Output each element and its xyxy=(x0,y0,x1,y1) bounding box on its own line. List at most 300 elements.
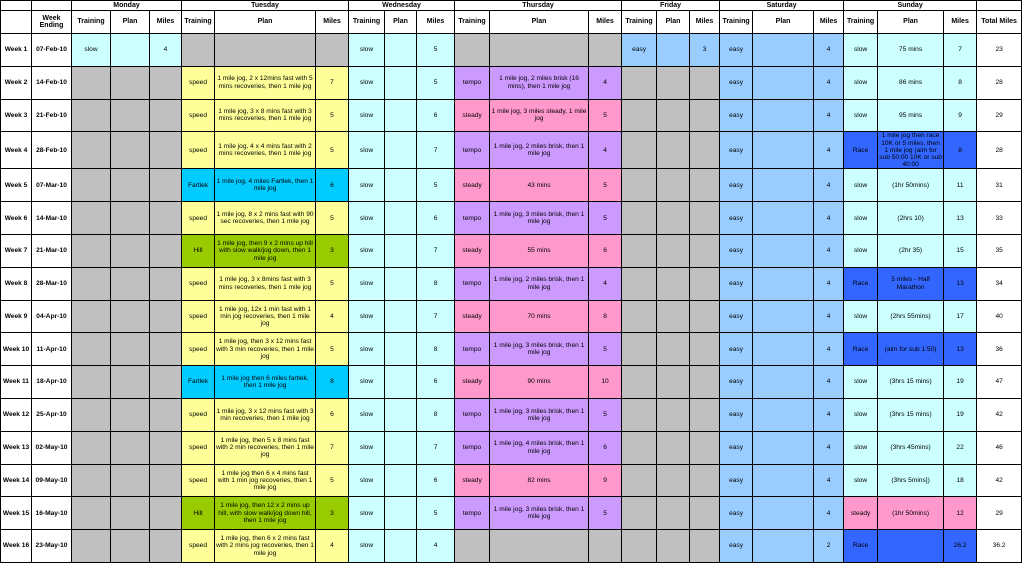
thursday-miles-cell[interactable]: 10 xyxy=(589,366,622,399)
sunday-miles-cell[interactable]: 15 xyxy=(944,235,977,268)
saturday-miles-cell[interactable]: 4 xyxy=(814,34,844,67)
monday-plan-cell[interactable] xyxy=(111,464,150,497)
wednesday-miles-cell[interactable]: 7 xyxy=(417,431,455,464)
saturday-miles-cell[interactable]: 4 xyxy=(814,169,844,202)
sunday-training-cell[interactable]: slow xyxy=(844,398,878,431)
thursday-plan-cell[interactable]: 70 mins xyxy=(490,300,589,333)
sunday-plan-cell[interactable]: (2hrs 10) xyxy=(878,202,944,235)
sunday-miles-cell[interactable]: 13 xyxy=(944,267,977,300)
tuesday-miles-cell[interactable]: 5 xyxy=(316,202,349,235)
wednesday-plan-cell[interactable] xyxy=(385,235,417,268)
friday-miles-cell[interactable]: 3 xyxy=(690,34,720,67)
tuesday-plan-cell[interactable]: 1 mile jog then 6 miles fartlek, then 1 mile jog xyxy=(215,366,316,399)
tuesday-miles-cell[interactable]: 3 xyxy=(316,497,349,530)
monday-miles-cell[interactable] xyxy=(150,530,182,563)
sunday-training-cell[interactable]: slow xyxy=(844,366,878,399)
saturday-training-cell[interactable]: easy xyxy=(720,530,753,563)
monday-plan-cell[interactable] xyxy=(111,530,150,563)
friday-plan-cell[interactable] xyxy=(657,66,690,99)
sunday-miles-cell[interactable]: 17 xyxy=(944,300,977,333)
wednesday-plan-cell[interactable] xyxy=(385,366,417,399)
thursday-training-cell[interactable]: tempo xyxy=(455,132,490,169)
saturday-plan-cell[interactable] xyxy=(753,366,814,399)
thursday-training-cell[interactable]: steady xyxy=(455,169,490,202)
tuesday-plan-cell[interactable]: 1 mile jog, 8 x 2 mins fast with 90 sec recoveries, then 1 mile jog xyxy=(215,202,316,235)
friday-plan-cell[interactable] xyxy=(657,169,690,202)
tuesday-miles-cell[interactable] xyxy=(316,34,349,67)
friday-training-cell[interactable] xyxy=(622,398,657,431)
monday-training-cell[interactable] xyxy=(72,366,111,399)
friday-plan-cell[interactable] xyxy=(657,99,690,132)
monday-plan-cell[interactable] xyxy=(111,132,150,169)
tuesday-plan-cell[interactable]: 1 mile jog, 12x 1 min fast with 1 min jog recoveries, then 1 mile jog xyxy=(215,300,316,333)
monday-miles-cell[interactable] xyxy=(150,169,182,202)
monday-miles-cell[interactable] xyxy=(150,333,182,366)
saturday-plan-cell[interactable] xyxy=(753,431,814,464)
friday-miles-cell[interactable] xyxy=(690,333,720,366)
wednesday-training-cell[interactable]: slow xyxy=(349,267,385,300)
wednesday-training-cell[interactable]: slow xyxy=(349,235,385,268)
wednesday-miles-cell[interactable]: 7 xyxy=(417,300,455,333)
saturday-miles-cell[interactable]: 4 xyxy=(814,431,844,464)
friday-plan-cell[interactable] xyxy=(657,464,690,497)
saturday-miles-cell[interactable]: 4 xyxy=(814,202,844,235)
sunday-miles-cell[interactable]: 7 xyxy=(944,34,977,67)
saturday-miles-cell[interactable]: 2 xyxy=(814,530,844,563)
tuesday-miles-cell[interactable]: 7 xyxy=(316,66,349,99)
sunday-plan-cell[interactable]: 95 mins xyxy=(878,99,944,132)
tuesday-training-cell[interactable] xyxy=(182,34,215,67)
wednesday-training-cell[interactable]: slow xyxy=(349,431,385,464)
thursday-miles-cell[interactable]: 4 xyxy=(589,132,622,169)
thursday-training-cell[interactable]: tempo xyxy=(455,333,490,366)
thursday-miles-cell[interactable]: 5 xyxy=(589,398,622,431)
tuesday-plan-cell[interactable]: 1 mile jog, 3 x 8mins fast with 3 mins recoveries, then 1 mile jog xyxy=(215,267,316,300)
friday-training-cell[interactable] xyxy=(622,300,657,333)
thursday-plan-cell[interactable]: 82 mins xyxy=(490,464,589,497)
wednesday-training-cell[interactable]: slow xyxy=(349,66,385,99)
monday-miles-cell[interactable] xyxy=(150,202,182,235)
saturday-training-cell[interactable]: easy xyxy=(720,267,753,300)
saturday-plan-cell[interactable] xyxy=(753,497,814,530)
saturday-plan-cell[interactable] xyxy=(753,235,814,268)
friday-miles-cell[interactable] xyxy=(690,202,720,235)
thursday-training-cell[interactable]: steady xyxy=(455,366,490,399)
sunday-plan-cell[interactable]: 5 miles - Half Marathon xyxy=(878,267,944,300)
monday-miles-cell[interactable] xyxy=(150,300,182,333)
friday-training-cell[interactable] xyxy=(622,202,657,235)
sunday-training-cell[interactable]: Race xyxy=(844,267,878,300)
tuesday-plan-cell[interactable]: 1 mile jog then 6 x 4 mins fast with 1 min jog recoveries, then 1 mile jog xyxy=(215,464,316,497)
sunday-plan-cell[interactable]: 75 mins xyxy=(878,34,944,67)
tuesday-plan-cell[interactable]: 1 mile jog, then 5 x 8 mins fast with 2 min recoveries, then 1 mile jog xyxy=(215,431,316,464)
friday-training-cell[interactable] xyxy=(622,132,657,169)
wednesday-training-cell[interactable]: slow xyxy=(349,169,385,202)
monday-training-cell[interactable] xyxy=(72,333,111,366)
tuesday-plan-cell[interactable]: 1 mile jog, 2 x 12mins fast with 5 mins recoveries, then 1 mile jog xyxy=(215,66,316,99)
tuesday-plan-cell[interactable]: 1 mile jog, 4 miles Fartlek, then 1 mile jog xyxy=(215,169,316,202)
saturday-training-cell[interactable]: easy xyxy=(720,300,753,333)
friday-plan-cell[interactable] xyxy=(657,366,690,399)
sunday-plan-cell[interactable]: (aim for sub 1:50) xyxy=(878,333,944,366)
wednesday-training-cell[interactable]: slow xyxy=(349,300,385,333)
friday-plan-cell[interactable] xyxy=(657,497,690,530)
saturday-plan-cell[interactable] xyxy=(753,169,814,202)
sunday-training-cell[interactable]: slow xyxy=(844,169,878,202)
thursday-training-cell[interactable]: steady xyxy=(455,464,490,497)
thursday-training-cell[interactable] xyxy=(455,34,490,67)
friday-miles-cell[interactable] xyxy=(690,497,720,530)
friday-miles-cell[interactable] xyxy=(690,235,720,268)
monday-plan-cell[interactable] xyxy=(111,169,150,202)
wednesday-training-cell[interactable]: slow xyxy=(349,202,385,235)
thursday-plan-cell[interactable]: 55 mins xyxy=(490,235,589,268)
wednesday-miles-cell[interactable]: 5 xyxy=(417,497,455,530)
thursday-miles-cell[interactable]: 4 xyxy=(589,267,622,300)
saturday-plan-cell[interactable] xyxy=(753,66,814,99)
wednesday-miles-cell[interactable]: 6 xyxy=(417,366,455,399)
saturday-training-cell[interactable]: easy xyxy=(720,34,753,67)
wednesday-training-cell[interactable]: slow xyxy=(349,497,385,530)
wednesday-training-cell[interactable]: slow xyxy=(349,398,385,431)
sunday-training-cell[interactable]: Race xyxy=(844,333,878,366)
monday-miles-cell[interactable] xyxy=(150,398,182,431)
sunday-plan-cell[interactable] xyxy=(878,530,944,563)
monday-training-cell[interactable] xyxy=(72,497,111,530)
sunday-miles-cell[interactable]: 22 xyxy=(944,431,977,464)
thursday-training-cell[interactable]: tempo xyxy=(455,66,490,99)
friday-miles-cell[interactable] xyxy=(690,366,720,399)
thursday-training-cell[interactable] xyxy=(455,530,490,563)
tuesday-training-cell[interactable]: speed xyxy=(182,99,215,132)
thursday-miles-cell[interactable]: 5 xyxy=(589,99,622,132)
monday-miles-cell[interactable] xyxy=(150,431,182,464)
friday-training-cell[interactable] xyxy=(622,366,657,399)
saturday-training-cell[interactable]: easy xyxy=(720,464,753,497)
saturday-training-cell[interactable]: easy xyxy=(720,431,753,464)
monday-miles-cell[interactable] xyxy=(150,366,182,399)
thursday-plan-cell[interactable]: 1 mile jog, 3 miles brisk, then 1 mile jog xyxy=(490,497,589,530)
monday-miles-cell[interactable] xyxy=(150,464,182,497)
thursday-miles-cell[interactable]: 9 xyxy=(589,464,622,497)
wednesday-training-cell[interactable]: slow xyxy=(349,99,385,132)
saturday-training-cell[interactable]: easy xyxy=(720,235,753,268)
thursday-plan-cell[interactable]: 1 mile jog, 3 miles brisk, then 1 mile jog xyxy=(490,202,589,235)
friday-plan-cell[interactable] xyxy=(657,300,690,333)
monday-miles-cell[interactable] xyxy=(150,66,182,99)
saturday-miles-cell[interactable]: 4 xyxy=(814,267,844,300)
monday-miles-cell[interactable] xyxy=(150,235,182,268)
saturday-training-cell[interactable]: easy xyxy=(720,202,753,235)
friday-miles-cell[interactable] xyxy=(690,398,720,431)
monday-plan-cell[interactable] xyxy=(111,300,150,333)
sunday-plan-cell[interactable]: (1hr 50mins) xyxy=(878,497,944,530)
tuesday-plan-cell[interactable]: 1 mile jog, 4 x 4 mins fast with 2 mins recoveries, then 1 mile jog xyxy=(215,132,316,169)
thursday-training-cell[interactable]: tempo xyxy=(455,431,490,464)
wednesday-plan-cell[interactable] xyxy=(385,398,417,431)
saturday-training-cell[interactable]: easy xyxy=(720,169,753,202)
tuesday-miles-cell[interactable]: 8 xyxy=(316,366,349,399)
monday-plan-cell[interactable] xyxy=(111,235,150,268)
friday-miles-cell[interactable] xyxy=(690,530,720,563)
monday-training-cell[interactable] xyxy=(72,99,111,132)
saturday-miles-cell[interactable]: 4 xyxy=(814,464,844,497)
wednesday-miles-cell[interactable]: 8 xyxy=(417,398,455,431)
monday-training-cell[interactable] xyxy=(72,202,111,235)
saturday-plan-cell[interactable] xyxy=(753,34,814,67)
wednesday-miles-cell[interactable]: 5 xyxy=(417,34,455,67)
friday-miles-cell[interactable] xyxy=(690,267,720,300)
wednesday-miles-cell[interactable]: 7 xyxy=(417,132,455,169)
thursday-plan-cell[interactable]: 1 mile jog, 3 miles brisk, then 1 mile jog xyxy=(490,333,589,366)
friday-training-cell[interactable]: easy xyxy=(622,34,657,67)
tuesday-training-cell[interactable]: Hill xyxy=(182,497,215,530)
tuesday-plan-cell[interactable] xyxy=(215,34,316,67)
friday-training-cell[interactable] xyxy=(622,99,657,132)
wednesday-training-cell[interactable]: slow xyxy=(349,464,385,497)
friday-miles-cell[interactable] xyxy=(690,431,720,464)
tuesday-training-cell[interactable]: speed xyxy=(182,464,215,497)
monday-training-cell[interactable] xyxy=(72,464,111,497)
wednesday-plan-cell[interactable] xyxy=(385,132,417,169)
sunday-miles-cell[interactable]: 8 xyxy=(944,132,977,169)
tuesday-training-cell[interactable]: speed xyxy=(182,267,215,300)
friday-miles-cell[interactable] xyxy=(690,300,720,333)
wednesday-plan-cell[interactable] xyxy=(385,34,417,67)
tuesday-training-cell[interactable]: Fartlek xyxy=(182,169,215,202)
monday-miles-cell[interactable] xyxy=(150,497,182,530)
monday-plan-cell[interactable] xyxy=(111,267,150,300)
sunday-miles-cell[interactable]: 11 xyxy=(944,169,977,202)
saturday-plan-cell[interactable] xyxy=(753,132,814,169)
monday-miles-cell[interactable]: 4 xyxy=(150,34,182,67)
friday-plan-cell[interactable] xyxy=(657,235,690,268)
saturday-miles-cell[interactable]: 4 xyxy=(814,333,844,366)
saturday-miles-cell[interactable]: 4 xyxy=(814,132,844,169)
thursday-miles-cell[interactable]: 5 xyxy=(589,169,622,202)
wednesday-plan-cell[interactable] xyxy=(385,530,417,563)
monday-training-cell[interactable] xyxy=(72,132,111,169)
tuesday-training-cell[interactable]: speed xyxy=(182,202,215,235)
wednesday-miles-cell[interactable]: 7 xyxy=(417,235,455,268)
thursday-training-cell[interactable]: tempo xyxy=(455,398,490,431)
sunday-training-cell[interactable]: slow xyxy=(844,235,878,268)
thursday-plan-cell[interactable] xyxy=(490,34,589,67)
saturday-training-cell[interactable]: easy xyxy=(720,333,753,366)
wednesday-miles-cell[interactable]: 4 xyxy=(417,530,455,563)
tuesday-training-cell[interactable]: speed xyxy=(182,132,215,169)
thursday-plan-cell[interactable] xyxy=(490,530,589,563)
saturday-plan-cell[interactable] xyxy=(753,464,814,497)
sunday-plan-cell[interactable]: 1 mile jog then race 10K or 5 miles, then 1 mile jog (aim for sub 50:00 10K or sub 40:00 xyxy=(879,132,942,169)
thursday-plan-cell[interactable]: 1 mile jog, 2 miles brisk, then 1 mile jog xyxy=(490,267,589,300)
thursday-plan-cell[interactable]: 1 mile jog, 3 miles steady, 1 mile jog xyxy=(490,99,589,132)
saturday-plan-cell[interactable] xyxy=(753,300,814,333)
sunday-training-cell[interactable]: slow xyxy=(844,202,878,235)
thursday-training-cell[interactable]: tempo xyxy=(455,202,490,235)
tuesday-miles-cell[interactable]: 5 xyxy=(316,464,349,497)
tuesday-plan-cell[interactable]: 1 mile jog, then 3 x 12 mins fast with 3 min recoveries, then 1 mile jog xyxy=(215,333,316,366)
wednesday-plan-cell[interactable] xyxy=(385,333,417,366)
monday-plan-cell[interactable] xyxy=(111,333,150,366)
monday-plan-cell[interactable] xyxy=(111,34,150,67)
monday-plan-cell[interactable] xyxy=(111,497,150,530)
saturday-miles-cell[interactable]: 4 xyxy=(814,235,844,268)
saturday-miles-cell[interactable]: 4 xyxy=(814,398,844,431)
thursday-plan-cell[interactable]: 1 mile jog, 3 miles brisk, then 1 mile jog xyxy=(490,398,589,431)
thursday-plan-cell[interactable]: 43 mins xyxy=(490,169,589,202)
sunday-training-cell[interactable]: Race xyxy=(844,530,878,563)
monday-training-cell[interactable] xyxy=(72,300,111,333)
wednesday-miles-cell[interactable]: 5 xyxy=(417,66,455,99)
sunday-plan-cell[interactable]: (2hr 35) xyxy=(878,235,944,268)
friday-miles-cell[interactable] xyxy=(690,66,720,99)
thursday-miles-cell[interactable]: 5 xyxy=(589,202,622,235)
sunday-training-cell[interactable]: slow xyxy=(844,431,878,464)
monday-miles-cell[interactable] xyxy=(150,267,182,300)
monday-plan-cell[interactable] xyxy=(111,398,150,431)
tuesday-miles-cell[interactable]: 6 xyxy=(316,169,349,202)
sunday-miles-cell[interactable]: 13 xyxy=(944,333,977,366)
monday-training-cell[interactable] xyxy=(72,235,111,268)
wednesday-miles-cell[interactable]: 8 xyxy=(417,333,455,366)
monday-training-cell[interactable] xyxy=(72,267,111,300)
wednesday-miles-cell[interactable]: 6 xyxy=(417,99,455,132)
thursday-miles-cell[interactable]: 5 xyxy=(589,497,622,530)
friday-training-cell[interactable] xyxy=(622,66,657,99)
thursday-training-cell[interactable]: tempo xyxy=(455,267,490,300)
tuesday-miles-cell[interactable]: 6 xyxy=(316,398,349,431)
wednesday-plan-cell[interactable] xyxy=(385,169,417,202)
wednesday-plan-cell[interactable] xyxy=(385,431,417,464)
sunday-training-cell[interactable]: slow xyxy=(844,464,878,497)
tuesday-miles-cell[interactable]: 5 xyxy=(316,99,349,132)
monday-training-cell[interactable] xyxy=(72,169,111,202)
tuesday-plan-cell[interactable]: 1 mile jog, then 9 x 2 mins up hill with slow walk/jog down, then 1 mile jog xyxy=(215,235,316,268)
friday-training-cell[interactable] xyxy=(622,530,657,563)
thursday-miles-cell[interactable] xyxy=(589,530,622,563)
wednesday-plan-cell[interactable] xyxy=(385,267,417,300)
friday-training-cell[interactable] xyxy=(622,333,657,366)
sunday-plan-cell[interactable]: 86 mins xyxy=(878,66,944,99)
tuesday-miles-cell[interactable]: 5 xyxy=(316,132,349,169)
saturday-plan-cell[interactable] xyxy=(753,202,814,235)
saturday-training-cell[interactable]: easy xyxy=(720,398,753,431)
saturday-miles-cell[interactable]: 4 xyxy=(814,497,844,530)
friday-miles-cell[interactable] xyxy=(690,132,720,169)
sunday-miles-cell[interactable]: 19 xyxy=(944,366,977,399)
friday-plan-cell[interactable] xyxy=(657,132,690,169)
tuesday-training-cell[interactable]: speed xyxy=(182,333,215,366)
sunday-miles-cell[interactable]: 9 xyxy=(944,99,977,132)
wednesday-training-cell[interactable]: slow xyxy=(349,132,385,169)
wednesday-plan-cell[interactable] xyxy=(385,66,417,99)
tuesday-plan-cell[interactable]: 1 mile jog, then 12 x 2 mins up hill, with slow walk/jog down hill, then 1 mile jog xyxy=(215,497,316,530)
thursday-miles-cell[interactable]: 6 xyxy=(589,235,622,268)
tuesday-miles-cell[interactable]: 3 xyxy=(316,235,349,268)
tuesday-plan-cell[interactable]: 1 mile jog, then 6 x 2 mins fast with 2 mins jog recoveries, then 1 mile jog xyxy=(215,530,316,563)
friday-training-cell[interactable] xyxy=(622,497,657,530)
saturday-plan-cell[interactable] xyxy=(753,267,814,300)
tuesday-training-cell[interactable]: Fartlek xyxy=(182,366,215,399)
sunday-miles-cell[interactable]: 18 xyxy=(944,464,977,497)
sunday-miles-cell[interactable]: 26.2 xyxy=(944,530,977,563)
friday-miles-cell[interactable] xyxy=(690,169,720,202)
sunday-miles-cell[interactable]: 19 xyxy=(944,398,977,431)
tuesday-training-cell[interactable]: speed xyxy=(182,431,215,464)
monday-plan-cell[interactable] xyxy=(111,99,150,132)
wednesday-miles-cell[interactable]: 5 xyxy=(417,169,455,202)
thursday-training-cell[interactable]: steady xyxy=(455,99,490,132)
thursday-plan-cell[interactable]: 1 mile jog, 4 miles brisk, then 1 mile jog xyxy=(490,431,589,464)
wednesday-training-cell[interactable]: slow xyxy=(349,366,385,399)
friday-plan-cell[interactable] xyxy=(657,530,690,563)
thursday-plan-cell[interactable]: 90 mins xyxy=(490,366,589,399)
wednesday-training-cell[interactable]: slow xyxy=(349,34,385,67)
tuesday-miles-cell[interactable]: 5 xyxy=(316,333,349,366)
friday-miles-cell[interactable] xyxy=(690,464,720,497)
sunday-plan-cell[interactable]: (3hrs 45mins) xyxy=(878,431,944,464)
tuesday-miles-cell[interactable]: 4 xyxy=(316,530,349,563)
monday-plan-cell[interactable] xyxy=(111,366,150,399)
saturday-plan-cell[interactable] xyxy=(753,333,814,366)
tuesday-training-cell[interactable]: speed xyxy=(182,300,215,333)
tuesday-training-cell[interactable]: speed xyxy=(182,398,215,431)
saturday-training-cell[interactable]: easy xyxy=(720,497,753,530)
saturday-training-cell[interactable]: easy xyxy=(720,66,753,99)
monday-plan-cell[interactable] xyxy=(111,66,150,99)
sunday-plan-cell[interactable]: (1hr 50mins) xyxy=(878,169,944,202)
sunday-training-cell[interactable]: slow xyxy=(844,300,878,333)
sunday-training-cell[interactable]: steady xyxy=(844,497,878,530)
friday-plan-cell[interactable] xyxy=(657,431,690,464)
sunday-plan-cell[interactable]: (3hrs 15 mins) xyxy=(878,366,944,399)
friday-plan-cell[interactable] xyxy=(657,398,690,431)
monday-plan-cell[interactable] xyxy=(111,202,150,235)
tuesday-miles-cell[interactable]: 7 xyxy=(316,431,349,464)
tuesday-plan-cell[interactable]: 1 mile jog, 3 x 8 mins fast with 3 mins recoveries, then 1 mile jog xyxy=(215,99,316,132)
wednesday-training-cell[interactable]: slow xyxy=(349,530,385,563)
wednesday-miles-cell[interactable]: 6 xyxy=(417,464,455,497)
saturday-training-cell[interactable]: easy xyxy=(720,366,753,399)
wednesday-plan-cell[interactable] xyxy=(385,300,417,333)
tuesday-training-cell[interactable]: speed xyxy=(182,66,215,99)
sunday-training-cell[interactable]: Race xyxy=(844,132,878,169)
thursday-miles-cell[interactable] xyxy=(589,34,622,67)
thursday-training-cell[interactable]: steady xyxy=(455,300,490,333)
sunday-training-cell[interactable]: slow xyxy=(844,34,878,67)
saturday-training-cell[interactable]: easy xyxy=(720,99,753,132)
wednesday-plan-cell[interactable] xyxy=(385,202,417,235)
monday-plan-cell[interactable] xyxy=(111,431,150,464)
sunday-training-cell[interactable]: slow xyxy=(844,99,878,132)
tuesday-training-cell[interactable]: Hill xyxy=(182,235,215,268)
monday-training-cell[interactable] xyxy=(72,530,111,563)
saturday-plan-cell[interactable] xyxy=(753,530,814,563)
thursday-miles-cell[interactable]: 5 xyxy=(589,333,622,366)
saturday-miles-cell[interactable]: 4 xyxy=(814,300,844,333)
friday-plan-cell[interactable] xyxy=(657,34,690,67)
saturday-miles-cell[interactable]: 4 xyxy=(814,99,844,132)
monday-training-cell[interactable] xyxy=(72,66,111,99)
tuesday-miles-cell[interactable]: 4 xyxy=(316,300,349,333)
friday-training-cell[interactable] xyxy=(622,464,657,497)
monday-miles-cell[interactable] xyxy=(150,132,182,169)
thursday-plan-cell[interactable]: 1 mile jog, 2 miles brisk, then 1 mile jog xyxy=(490,132,589,169)
thursday-miles-cell[interactable]: 6 xyxy=(589,431,622,464)
saturday-training-cell[interactable]: easy xyxy=(720,132,753,169)
sunday-miles-cell[interactable]: 12 xyxy=(944,497,977,530)
